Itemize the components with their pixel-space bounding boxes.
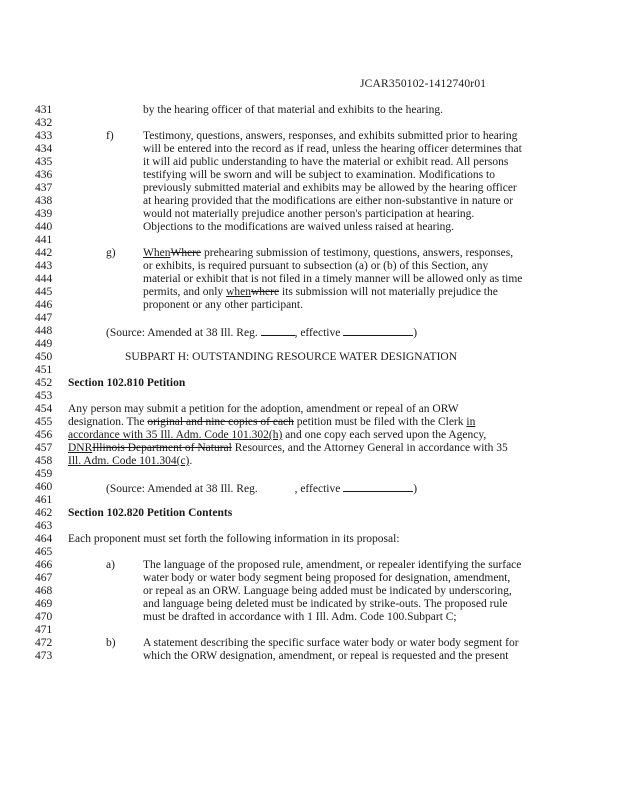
section-line: Each proponent must set forth the following information in its proposal: [68,533,400,545]
line-number: 442 [35,247,53,259]
line-number: 457 [35,442,53,454]
item-g-line: WhenWhere prehearing submission of testimony, questions, answers, responses, [143,247,514,259]
line-number: 473 [35,650,53,662]
line-number: 451 [35,364,53,376]
line-number: 439 [35,208,53,220]
item-f-line: previously submitted material and exhibits may be allowed by the hearing officer [143,182,517,194]
line-number: 443 [35,260,53,272]
subpart-heading: SUBPART H: OUTSTANDING RESOURCE WATER DESIGNATION [125,351,458,363]
inserted-text: When [143,247,171,259]
blank-line [343,482,413,492]
paragraph-e-end: by the hearing officer of that material and exhibits to the hearing. [143,104,443,116]
item-b-label: b) [106,637,116,649]
item-a-line: must be drafted in accordance with 1 Ill. Adm. Code 100.Subpart C; [143,611,457,623]
line-number: 463 [35,520,53,532]
item-g-line: or exhibits, is required pursuant to subsection (a) or (b) of this Section, any [143,260,489,272]
deleted-text: where [250,286,280,298]
line-number: 434 [35,143,53,155]
item-g-line: permits, and only whenwhere its submission will not materially prejudice the [143,286,498,298]
inserted-text: accordance with 35 Ill. Adm. Code 101.302(h) [68,429,283,441]
inserted-text: DNR [68,442,93,454]
line-number: 461 [35,494,53,506]
item-a-line: or repeal as an ORW. Language being added must be indicated by underscoring, [143,585,512,597]
line-number: 452 [35,377,53,389]
item-g-line: material or exhibit that is not filed in a timely manner will be allowed only as time [143,273,523,285]
blank-line [261,482,295,492]
line-number: 466 [35,559,53,571]
line-number: 460 [35,481,53,493]
line-number: 435 [35,156,53,168]
item-a-line: and language being deleted must be indicated by strike-outs. The proposed rule [143,598,508,610]
item-f-line: it will aid public understanding to have the material or exhibit read. All persons [143,156,509,168]
line-number: 455 [35,416,53,428]
section-heading: Section 102.820 Petition Contents [68,507,233,519]
item-a-line: water body or water body segment being proposed for designation, amendment, [143,572,511,584]
line-number: 436 [35,169,53,181]
line-number: 470 [35,611,53,623]
line-number: 444 [35,273,53,285]
line-number: 441 [35,234,53,246]
blank-line [261,326,295,336]
line-number: 437 [35,182,53,194]
line-number: 453 [35,390,53,402]
source-note: (Source: Amended at 38 Ill. Reg. , effective ) [106,327,418,339]
line-number: 469 [35,598,53,610]
item-b-line: which the ORW designation, amendment, or repeal is requested and the present [143,650,509,662]
inserted-text: when [226,286,251,298]
item-f-line: would not materially prejudice another person's participation at hearing. [143,208,475,220]
item-f-line: will be entered into the record as if read, unless the hearing officer determines that [143,143,522,155]
line-number: 471 [35,624,53,636]
line-number: 431 [35,104,53,116]
item-g-line: proponent or any other participant. [143,299,303,311]
line-number: 459 [35,468,53,480]
deleted-text: Where [170,247,202,259]
section-line: accordance with 35 Ill. Adm. Code 101.302(h) and one copy each served upon the Agency, [68,429,487,441]
line-number: 456 [35,429,53,441]
line-number: 468 [35,585,53,597]
line-number: 462 [35,507,53,519]
item-f-line: Testimony, questions, answers, responses, and exhibits submitted prior to hearing [143,130,518,142]
item-b-line: A statement describing the specific surface water body or water body segment for [143,637,519,649]
item-f-label: f) [106,130,114,142]
line-number: 467 [35,572,53,584]
line-number: 449 [35,338,53,350]
document-id: JCAR350102-1412740r01 [360,78,487,90]
section-line: DNRIllinois Department of Natural Resources, and the Attorney General in accordance with 35 [68,442,508,454]
section-line: Any person may submit a petition for the adoption, amendment or repeal of an ORW [68,403,459,415]
line-number: 454 [35,403,53,415]
line-number: 438 [35,195,53,207]
section-line: Ill. Adm. Code 101.304(c). [68,455,193,467]
line-number: 447 [35,312,53,324]
item-a-label: a) [106,559,115,571]
line-number: 432 [35,117,53,129]
deleted-text: Illinois Department of Natural [92,442,232,454]
line-number: 433 [35,130,53,142]
deleted-text: original and nine copies of each [147,416,294,428]
inserted-text: Ill. Adm. Code 101.304(c) [68,455,190,467]
line-number: 446 [35,299,53,311]
item-f-line: Objections to the modifications are waived unless raised at hearing. [143,221,455,233]
item-f-line: testifying will be sworn and will be subject to examination. Modifications to [143,169,495,181]
line-number: 445 [35,286,53,298]
line-number: 458 [35,455,53,467]
section-line: designation. The original and nine copies of each petition must be filed with the Clerk in [68,416,476,428]
blank-line [343,326,413,336]
line-number: 464 [35,533,53,545]
inserted-text: in [466,416,476,428]
item-a-line: The language of the proposed rule, amendment, or repealer identifying the surface [143,559,522,571]
section-heading: Section 102.810 Petition [68,377,186,389]
line-number: 450 [35,351,53,363]
item-f-line: at hearing provided that the modifications are either non-substantive in nature or [143,195,514,207]
source-note: (Source: Amended at 38 Ill. Reg. , effective ) [106,483,418,495]
line-number: 465 [35,546,53,558]
line-number: 448 [35,325,53,337]
line-number: 440 [35,221,53,233]
line-number: 472 [35,637,53,649]
item-g-label: g) [106,247,116,259]
